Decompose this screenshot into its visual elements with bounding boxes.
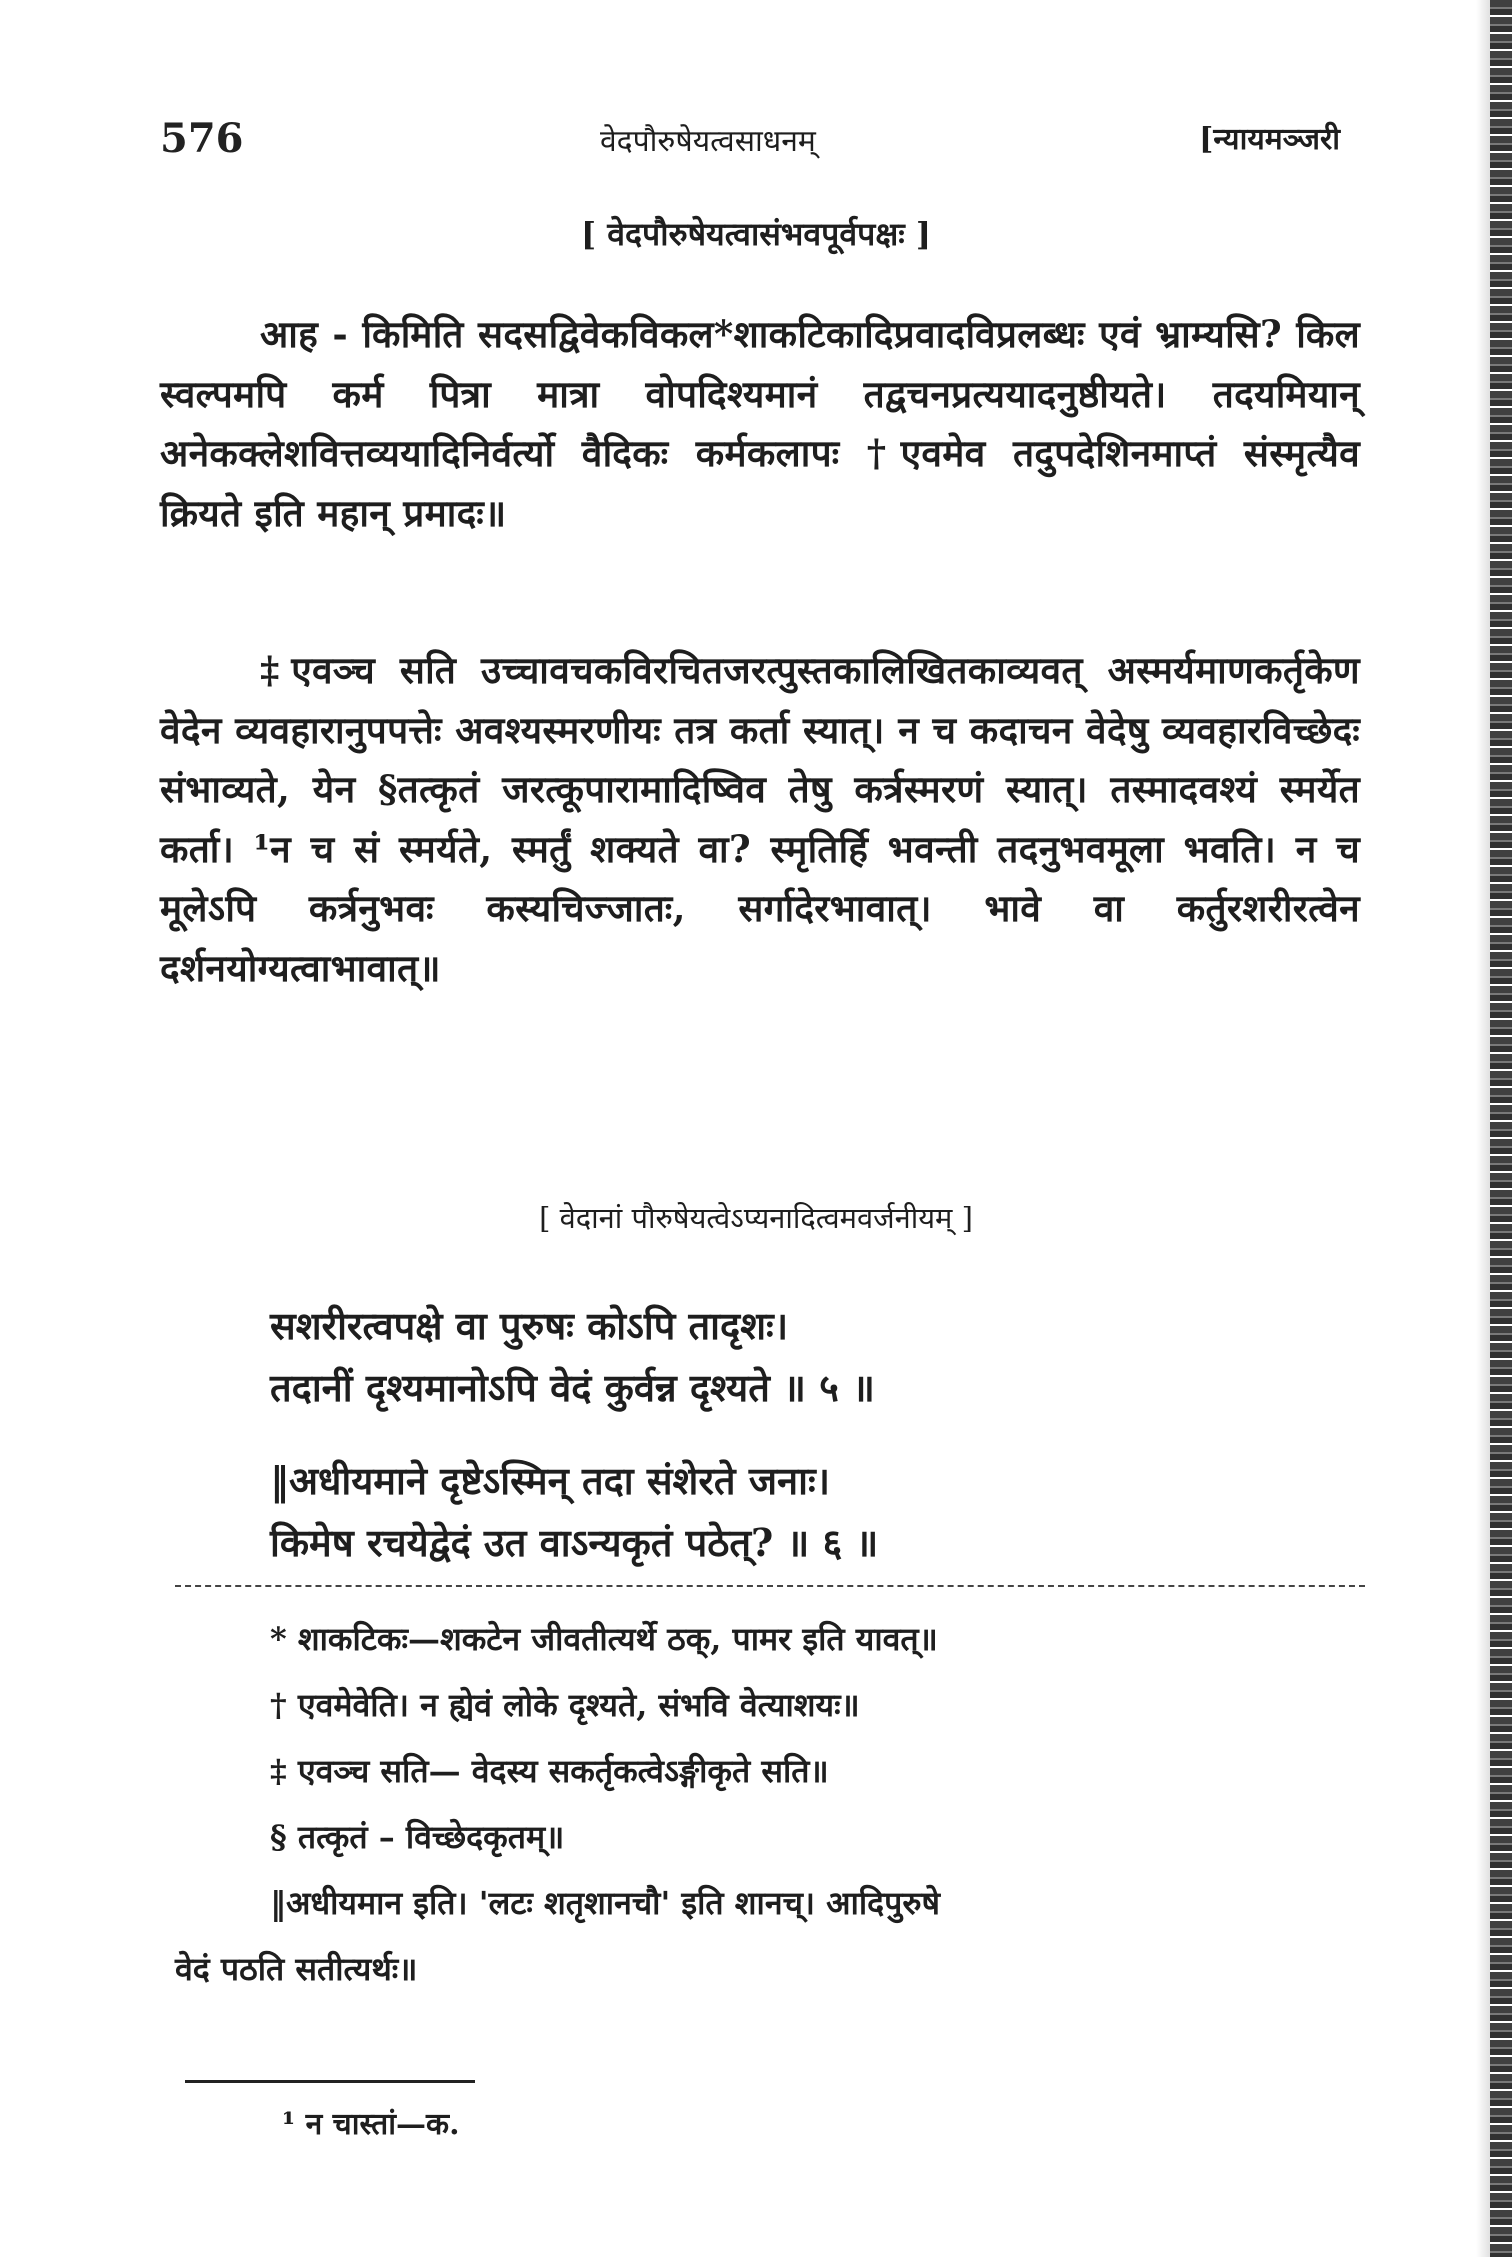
footnote-separator [175,1585,1365,1587]
verse-6 [270,1450,1270,1574]
section-heading: [ वेदानां पौरुषेयत्वेऽप्यनादित्वमवर्जनीयम् ] [539,1201,973,1235]
verse-line: सशरीरत्वपक्षे वा पुरुषः कोऽपि तादृशः। [270,1303,789,1348]
footnote-continuation: वेदं पठति सतीत्यर्थः॥ [175,1950,418,1988]
verse-line: किमेष रचयेद्वेदं उत वाऽन्यकृतं पठेत्? ॥ ६ ॥ [270,1520,879,1565]
footnote: § तत्कृतं – विच्छेदकृतम्॥ [270,1818,565,1856]
footnote: ‖अधीयमान इति। 'लटः शतृशानचौ' इति शानच्। आदिपुरुषे [270,1884,940,1922]
variant-reading-note: ¹ न चास्तां—क. [282,2107,460,2142]
page-number: 576 [160,115,244,162]
binding-edge [1490,0,1512,2257]
book-title: [न्यायमञ्जरी [1199,122,1340,157]
page-edge-shadow [1476,0,1490,2257]
paragraph: आह - किमिति सदसद्विवेकविकल*शाकटिकादिप्रवादविप्रलब्धः एवं भ्राम्यसि? किल स्वल्पमपि कर्म पित्रा मात्रा वोपदिश्यमानं तद्वचनप्रत्ययादनुष्ठीयते। तदयमियान् अनेकक्लेशवित्तव्ययादिनिर्वर्त्यो वैदिकः कर्मकलापः †एवमेव तदुपदेशिनमाप्तं संस्मृत्यैव क्रियते इति महान् प्रमादः॥ [160,312,1360,535]
verse-line: तदानीं दृश्यमानोऽपि वेदं कुर्वन्न दृश्यते ॥ ५ ॥ [270,1365,875,1410]
footnote: ‡ एवञ्च सति— वेदस्य सकर्तृकत्वेऽङ्गीकृते सति॥ [270,1752,829,1790]
running-head [160,115,1340,175]
footnote: † एवमेवेति। न ह्येवं लोके दृश्यते, संभवि वेत्याशयः॥ [270,1686,860,1724]
verse-line: ‖अधीयमाने दृष्टेऽस्मिन् तदा संशेरते जनाः। [270,1458,831,1503]
verse-5 [270,1295,1270,1419]
variant-rule [185,2080,475,2083]
footnote: * शाकटिकः—शकटेन जीवतीत्यर्थे ठक्, पामर इति यावत्॥ [270,1620,938,1658]
running-title: वेदपौरुषेयत्वसाधनम् [600,124,816,159]
section-heading: [ वेदपौरुषेयत्वासंभवपूर्वपक्षः ] [580,215,932,253]
paragraph: ‡एवञ्च सति उच्चावचकविरचितजरत्पुस्तकालिखितकाव्यवत् अस्मर्यमाणकर्तृकेण वेदेन व्यवहारानुपपत्तेः अवश्यस्मरणीयः तत्र कर्ता स्यात्। न च कदाचन वेदेषु व्यवहारविच्छेदः संभाव्यते, येन §तत्कृतं जरत्कूपारामादिष्विव तेषु कर्त्रस्मरणं स्यात्। तस्मादवश्यं स्मर्येत कर्ता। ¹न च सं स्मर्यते, स्मर्तुं शक्यते वा? स्मृतिर्हि भवन्ती तदनुभवमूला भवति। न च मूलेऽपि कर्त्रनुभवः कस्यचिज्जातः, सर्गादेरभावात्। भावे वा कर्तुरशरीरत्वेन दर्शनयोग्यत्वाभावात्॥ [160,648,1360,990]
footnotes [175,1606,1360,2002]
